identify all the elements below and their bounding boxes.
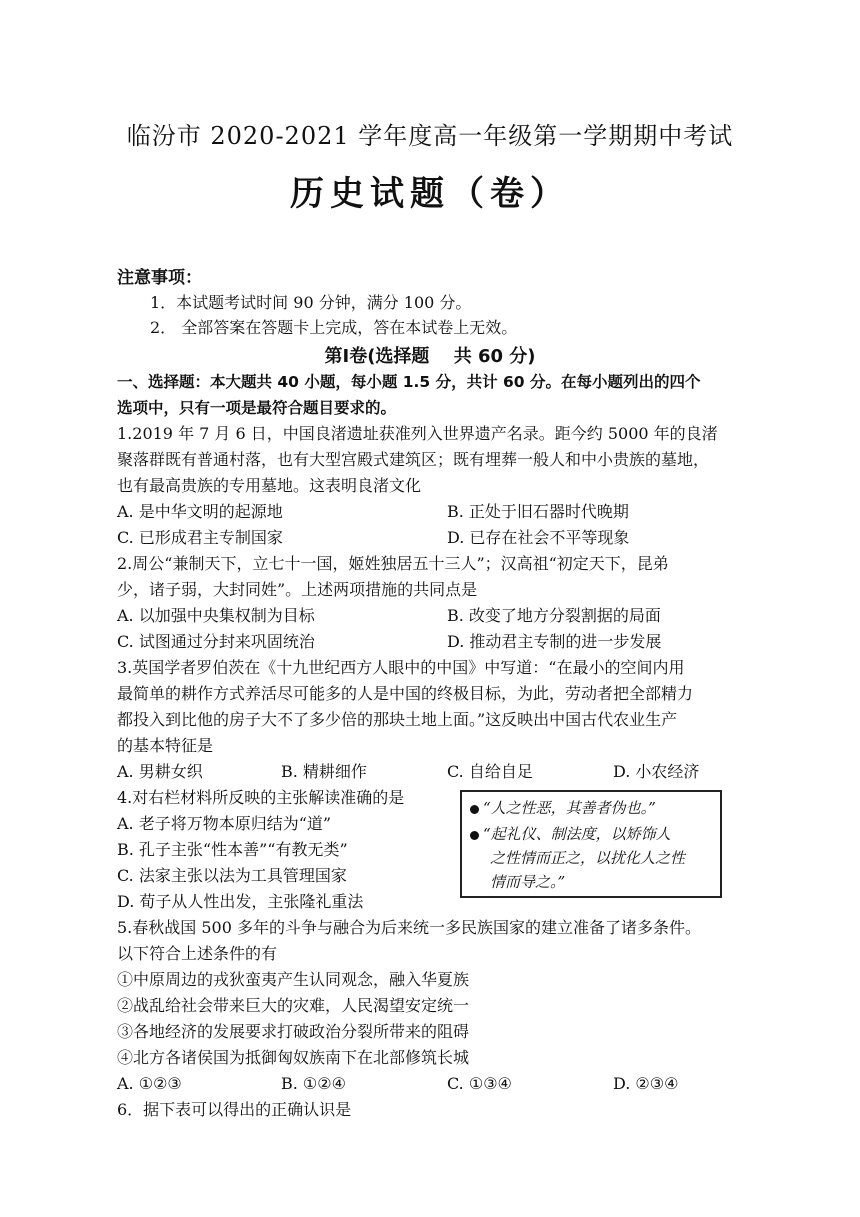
bullet-icon	[470, 805, 479, 814]
question-2-option-b: B. 改变了地方分裂割据的局面	[447, 606, 661, 625]
question-5-option-b: B. ①②④	[281, 1074, 346, 1093]
question-1-stem: 也有最高贵族的专用墓地。这表明良渚文化	[117, 476, 422, 495]
question-3-stem: 都投入到比他的房子大不了多少倍的那块土地上面。”这反映出中国古代农业生产	[117, 710, 678, 729]
exam-title: 历史试题（卷）	[290, 174, 570, 214]
notice-item-2: 2． 全部答案在答题卡上完成，答在本试卷上无效。	[150, 318, 518, 337]
question-5-item-4: ④北方各诸侯国为抵御匈奴族南下在北部修筑长城	[117, 1048, 470, 1067]
quote-line: 之性情而正之，以扰化人之性	[490, 849, 686, 867]
question-3-stem: 的基本特征是	[117, 736, 214, 755]
notice-item-1: 1．本试题考试时间 90 分钟，满分 100 分。	[150, 293, 472, 312]
section-instructions: 一、选择题：本大题共 40 小题，每小题 1.5 分，共计 60 分。在每小题列出的四个	[117, 373, 701, 391]
question-2-option-d: D. 推动君主专制的进一步发展	[447, 632, 662, 651]
question-3-stem: 3.英国学者罗伯茨在《十九世纪西方人眼中的中国》中写道：“在最小的空间内用	[117, 658, 685, 677]
notice-heading: 注意事项：	[117, 268, 202, 288]
question-1-option-d: D. 已存在社会不平等现象	[447, 528, 630, 547]
exam-header: 临汾市 2020-2021 学年度高一年级第一学期期中考试	[126, 122, 734, 150]
question-5-item-3: ③各地经济的发展要求打破政治分裂所带来的阻碍	[117, 1022, 470, 1041]
question-4-option-c: C. 法家主张以法为工具管理国家	[117, 866, 347, 885]
question-1-stem: 聚落群既有普通村落，也有大型宫殿式建筑区；既有埋葬一般人和中小贵族的墓地，	[117, 450, 710, 469]
question-3-option-b: B. 精耕细作	[281, 762, 367, 781]
question-4-option-d: D. 荀子从人性出发，主张隆礼重法	[117, 892, 364, 911]
question-3-option-c: C. 自给自足	[447, 762, 533, 781]
question-5-option-a: A. ①②③	[117, 1074, 182, 1093]
question-2-option-c: C. 试图通过分封来巩固统治	[117, 632, 315, 651]
quote-line: “起礼仪、制法度，以矫饰人	[470, 824, 671, 844]
question-4-stem: 4.对右栏材料所反映的主张解读准确的是	[117, 788, 405, 807]
question-4-option-a: A. 老子将万物本原归结为“道”	[117, 814, 332, 833]
section-instructions-cont: 选项中，只有一项是最符合题目要求的。	[117, 399, 397, 417]
quote-line: “人之性恶，其善者伪也。”	[470, 798, 656, 818]
question-5-stem: 5.春秋战国 500 多年的斗争与融合为后来统一多民族国家的建立准备了诸多条件。	[117, 918, 701, 937]
question-5-option-c: C. ①③④	[447, 1074, 512, 1093]
question-3-stem: 最简单的耕作方式养活尽可能多的人是中国的终极目标，为此，劳动者把全部精力	[117, 684, 694, 703]
question-2-stem: 少，诸子弱，大封同姓”。上述两项措施的共同点是	[117, 580, 478, 599]
section-title: 第Ⅰ卷(选择题 共 60 分)	[324, 346, 536, 367]
question-5-stem: 以下符合上述条件的有	[117, 944, 278, 963]
question-5-item-1: ①中原周边的戎狄蛮夷产生认同观念，融入华夏族	[117, 970, 470, 989]
question-1-stem: 1.2019 年 7 月 6 日，中国良渚遗址获准列入世界遗产名录。距今约 5000 年的良渚	[117, 424, 718, 443]
question-5-option-d: D. ②③④	[613, 1074, 679, 1093]
bullet-icon	[470, 831, 479, 840]
question-1-option-a: A. 是中华文明的起源地	[117, 502, 283, 521]
question-6-stem: 6．据下表可以得出的正确认识是	[117, 1100, 352, 1119]
question-2-option-a: A. 以加强中央集权制为目标	[117, 606, 315, 625]
question-1-option-c: C. 已形成君主专制国家	[117, 528, 283, 547]
quote-line: 情而导之。”	[490, 873, 566, 891]
question-3-option-d: D. 小农经济	[613, 762, 700, 781]
question-3-option-a: A. 男耕女织	[117, 762, 203, 781]
question-1-option-b: B. 正处于旧石器时代晚期	[447, 502, 629, 521]
question-5-item-2: ②战乱给社会带来巨大的灾难，人民渴望安定统一	[117, 996, 470, 1015]
question-4-option-b: B. 孔子主张“性本善”“有教无类”	[117, 840, 348, 859]
question-2-stem: 2.周公“兼制天下，立七十一国，姬姓独居五十三人”；汉高祖“初定天下，昆弟	[117, 554, 669, 573]
